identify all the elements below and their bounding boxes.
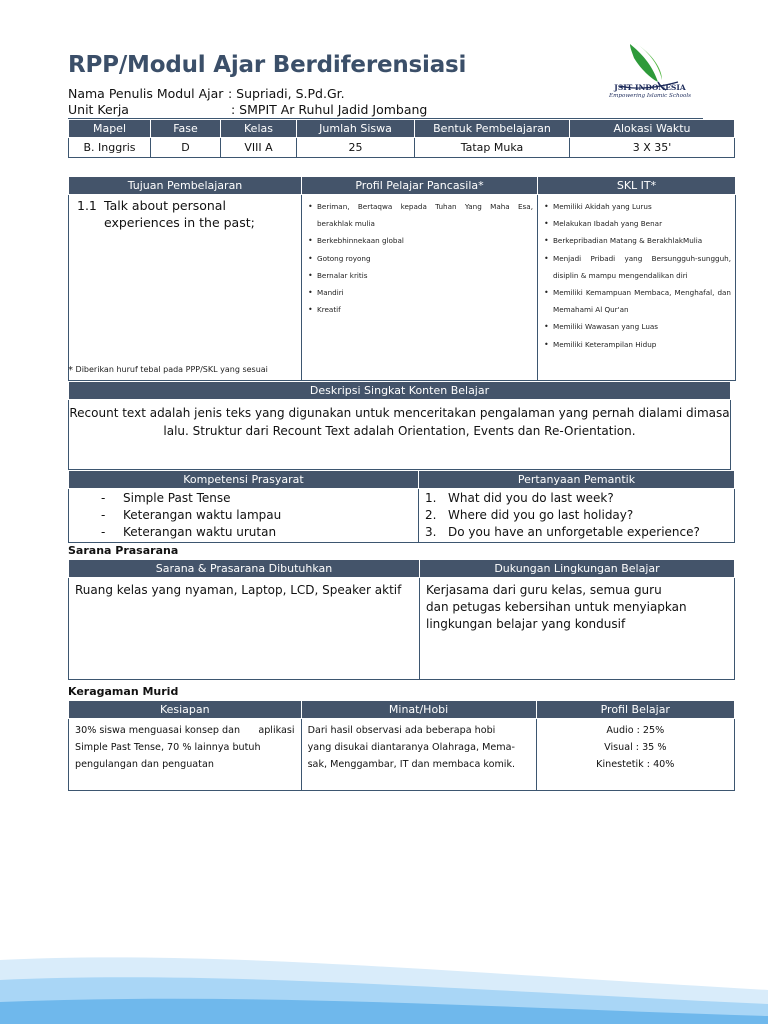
question-number: 3.	[425, 525, 437, 539]
kesiapan-line: pengulangan dan penguatan	[75, 759, 214, 770]
tujuan-number: 1.1	[77, 198, 97, 213]
goals-table	[68, 176, 736, 381]
list-item: • Gotong royong	[308, 250, 533, 267]
tujuan-item	[69, 195, 301, 231]
author-label: Nama Penulis Modul Ajar	[68, 86, 224, 101]
header-deskripsi: Deskripsi Singkat Konten Belajar	[69, 382, 731, 400]
list-item: • Beriman, Bertaqwa kepada Tuhan Yang Maha Esa, berakhlak mulia	[308, 198, 533, 232]
tujuan-cell	[69, 195, 302, 381]
header-sarana: Sarana & Prasarana Dibutuhkan	[69, 560, 420, 578]
author-value: : Supriadi, S.Pd.Gr.	[228, 86, 345, 101]
prasyarat-body-row	[69, 489, 735, 543]
profil-list	[302, 195, 537, 318]
list-item: • Menjadi Pribadi yang Bersungguh-sungguh, disiplin & mampu mengendalikan diri	[544, 250, 731, 284]
list-item: • Memiliki Keterampilan Hidup	[544, 336, 731, 353]
logo-name: JSIT INDONESIA	[614, 83, 686, 92]
profil-belajar-line: Visual : 35 %	[604, 742, 667, 753]
unit-value: : SMPIT Ar Ruhul Jadid Jombang	[231, 102, 428, 117]
question-text: Where did you go last holiday?	[448, 508, 634, 522]
dash-marker: -	[101, 491, 106, 505]
minat-line: Dari hasil observasi ada beberapa hobi	[307, 725, 496, 736]
deskripsi-body-row	[69, 400, 731, 470]
value-kelas: VIII A	[221, 138, 297, 158]
list-item	[419, 490, 734, 507]
footnote	[68, 365, 268, 376]
author-row	[68, 86, 345, 101]
header-kompetensi-prasyarat: Kompetensi Prasyarat	[69, 471, 419, 489]
decorative-wave	[0, 940, 768, 1024]
info-header-row	[69, 120, 735, 138]
unit-row	[68, 102, 428, 117]
keragaman-body-row	[69, 719, 735, 791]
profil-belajar-line: Audio : 25%	[606, 725, 665, 736]
header-pertanyaan-pemantik: Pertanyaan Pemantik	[419, 471, 735, 489]
prasyarat-header-row	[69, 471, 735, 489]
kompetensi-text: Keterangan waktu lampau	[123, 508, 282, 522]
skl-list	[538, 195, 735, 353]
profil-cell	[302, 195, 538, 381]
header-bentuk: Bentuk Pembelajaran	[415, 120, 570, 138]
unit-label: Unit Kerja	[68, 102, 129, 117]
question-text: What did you do last week?	[448, 491, 614, 505]
profil-belajar-cell	[536, 719, 734, 791]
header-mapel: Mapel	[69, 120, 151, 138]
info-table	[68, 119, 735, 158]
minat-cell	[301, 719, 536, 791]
header-tujuan: Tujuan Pembelajaran	[69, 177, 302, 195]
info-value-row	[69, 138, 735, 158]
kompetensi-text: Simple Past Tense	[123, 491, 231, 505]
deskripsi-line-2: lalu. Struktur dari Recount Text adalah Orientation, Events dan Re-Orientation.	[163, 424, 636, 438]
keragaman-header-row	[69, 701, 735, 719]
dukungan-line: Kerjasama dari guru kelas, semua guru	[426, 583, 662, 597]
list-item: • Berkepribadian Matang & BerakhlakMulia	[544, 232, 731, 249]
goals-header-row	[69, 177, 736, 195]
kesiapan-line: Simple Past Tense, 70 % lainnya butuh	[75, 742, 261, 753]
list-item	[419, 524, 734, 541]
kesiapan-line: 30% siswa menguasai konsep dan aplikasi	[75, 725, 295, 736]
sarana-header-row	[69, 560, 735, 578]
skl-cell	[538, 195, 736, 381]
section-title-sarana: Sarana Prasarana	[68, 544, 179, 557]
kompetensi-cell	[69, 489, 419, 543]
header-jumlah-siswa: Jumlah Siswa	[297, 120, 415, 138]
tujuan-text: Talk about personal experiences in the past;	[104, 198, 255, 230]
value-bentuk: Tatap Muka	[415, 138, 570, 158]
kesiapan-cell	[69, 719, 302, 791]
list-item: • Kreatif	[308, 301, 533, 318]
list-item: • Bernalar kritis	[308, 267, 533, 284]
header-fase: Fase	[151, 120, 221, 138]
header-profil-belajar: Profil Belajar	[536, 701, 734, 719]
list-item	[69, 524, 418, 541]
list-item: • Memiliki Wawasan yang Luas	[544, 318, 731, 335]
question-number: 1.	[425, 491, 437, 505]
keragaman-table	[68, 700, 735, 791]
header-profil-pancasila: Profil Pelajar Pancasila*	[302, 177, 538, 195]
footnote-text: Diberikan huruf tebal pada PPP/SKL yang sesuai	[75, 365, 268, 374]
list-item	[69, 490, 418, 507]
list-item	[419, 507, 734, 524]
pertanyaan-cell	[419, 489, 735, 543]
list-item	[69, 507, 418, 524]
list-item: • Mandiri	[308, 284, 533, 301]
dash-marker: -	[101, 525, 106, 539]
header-kelas: Kelas	[221, 120, 297, 138]
list-item: • Memiliki Kemampuan Membaca, Menghafal, dan Memahami Al Qur'an	[544, 284, 731, 318]
section-title-keragaman: Keragaman Murid	[68, 685, 179, 698]
sarana-cell: Ruang kelas yang nyaman, Laptop, LCD, Speaker aktif	[69, 578, 420, 680]
deskripsi-header-row	[69, 382, 731, 400]
value-mapel: B. Inggris	[69, 138, 151, 158]
deskripsi-table	[68, 381, 731, 470]
value-jumlah-siswa: 25	[297, 138, 415, 158]
header-kesiapan: Kesiapan	[69, 701, 302, 719]
list-item: • Melakukan Ibadah yang Benar	[544, 215, 731, 232]
kompetensi-text: Keterangan waktu urutan	[123, 525, 277, 539]
footnote-star: *	[68, 365, 73, 376]
header-dukungan: Dukungan Lingkungan Belajar	[420, 560, 735, 578]
list-item: • Berkebhinnekaan global	[308, 232, 533, 249]
question-number: 2.	[425, 508, 437, 522]
value-alokasi: 3 X 35'	[570, 138, 735, 158]
deskripsi-cell	[69, 400, 731, 470]
dukungan-cell	[420, 578, 735, 680]
dash-marker: -	[101, 508, 106, 522]
sarana-body-row	[69, 578, 735, 680]
prasyarat-table	[68, 470, 735, 543]
profil-belajar-line: Kinestetik : 40%	[596, 759, 675, 770]
goals-body-row	[69, 195, 736, 381]
dukungan-line: dan petugas kebersihan untuk menyiapkan	[426, 600, 687, 614]
deskripsi-line-1: Recount text adalah jenis teks yang digunakan untuk menceritakan pengalaman yang pernah dialami dimasa	[69, 406, 730, 420]
header-alokasi: Alokasi Waktu	[570, 120, 735, 138]
value-fase: D	[151, 138, 221, 158]
header-skl-it: SKL IT*	[538, 177, 736, 195]
logo-tagline: Empowering Islamic Schools	[608, 93, 692, 99]
page-title: RPP/Modul Ajar Berdiferensiasi	[68, 52, 467, 78]
sarana-table	[68, 559, 735, 680]
dukungan-line: lingkungan belajar yang kondusif	[426, 617, 626, 631]
minat-line: yang disukai diantaranya Olahraga, Mema-	[307, 742, 515, 753]
question-text: Do you have an unforgetable experience?	[448, 525, 700, 539]
header-minat: Minat/Hobi	[301, 701, 536, 719]
minat-line: sak, Menggambar, IT dan membaca komik.	[307, 759, 516, 770]
list-item: • Memiliki Akidah yang Lurus	[544, 198, 731, 215]
logo-text	[604, 83, 696, 99]
